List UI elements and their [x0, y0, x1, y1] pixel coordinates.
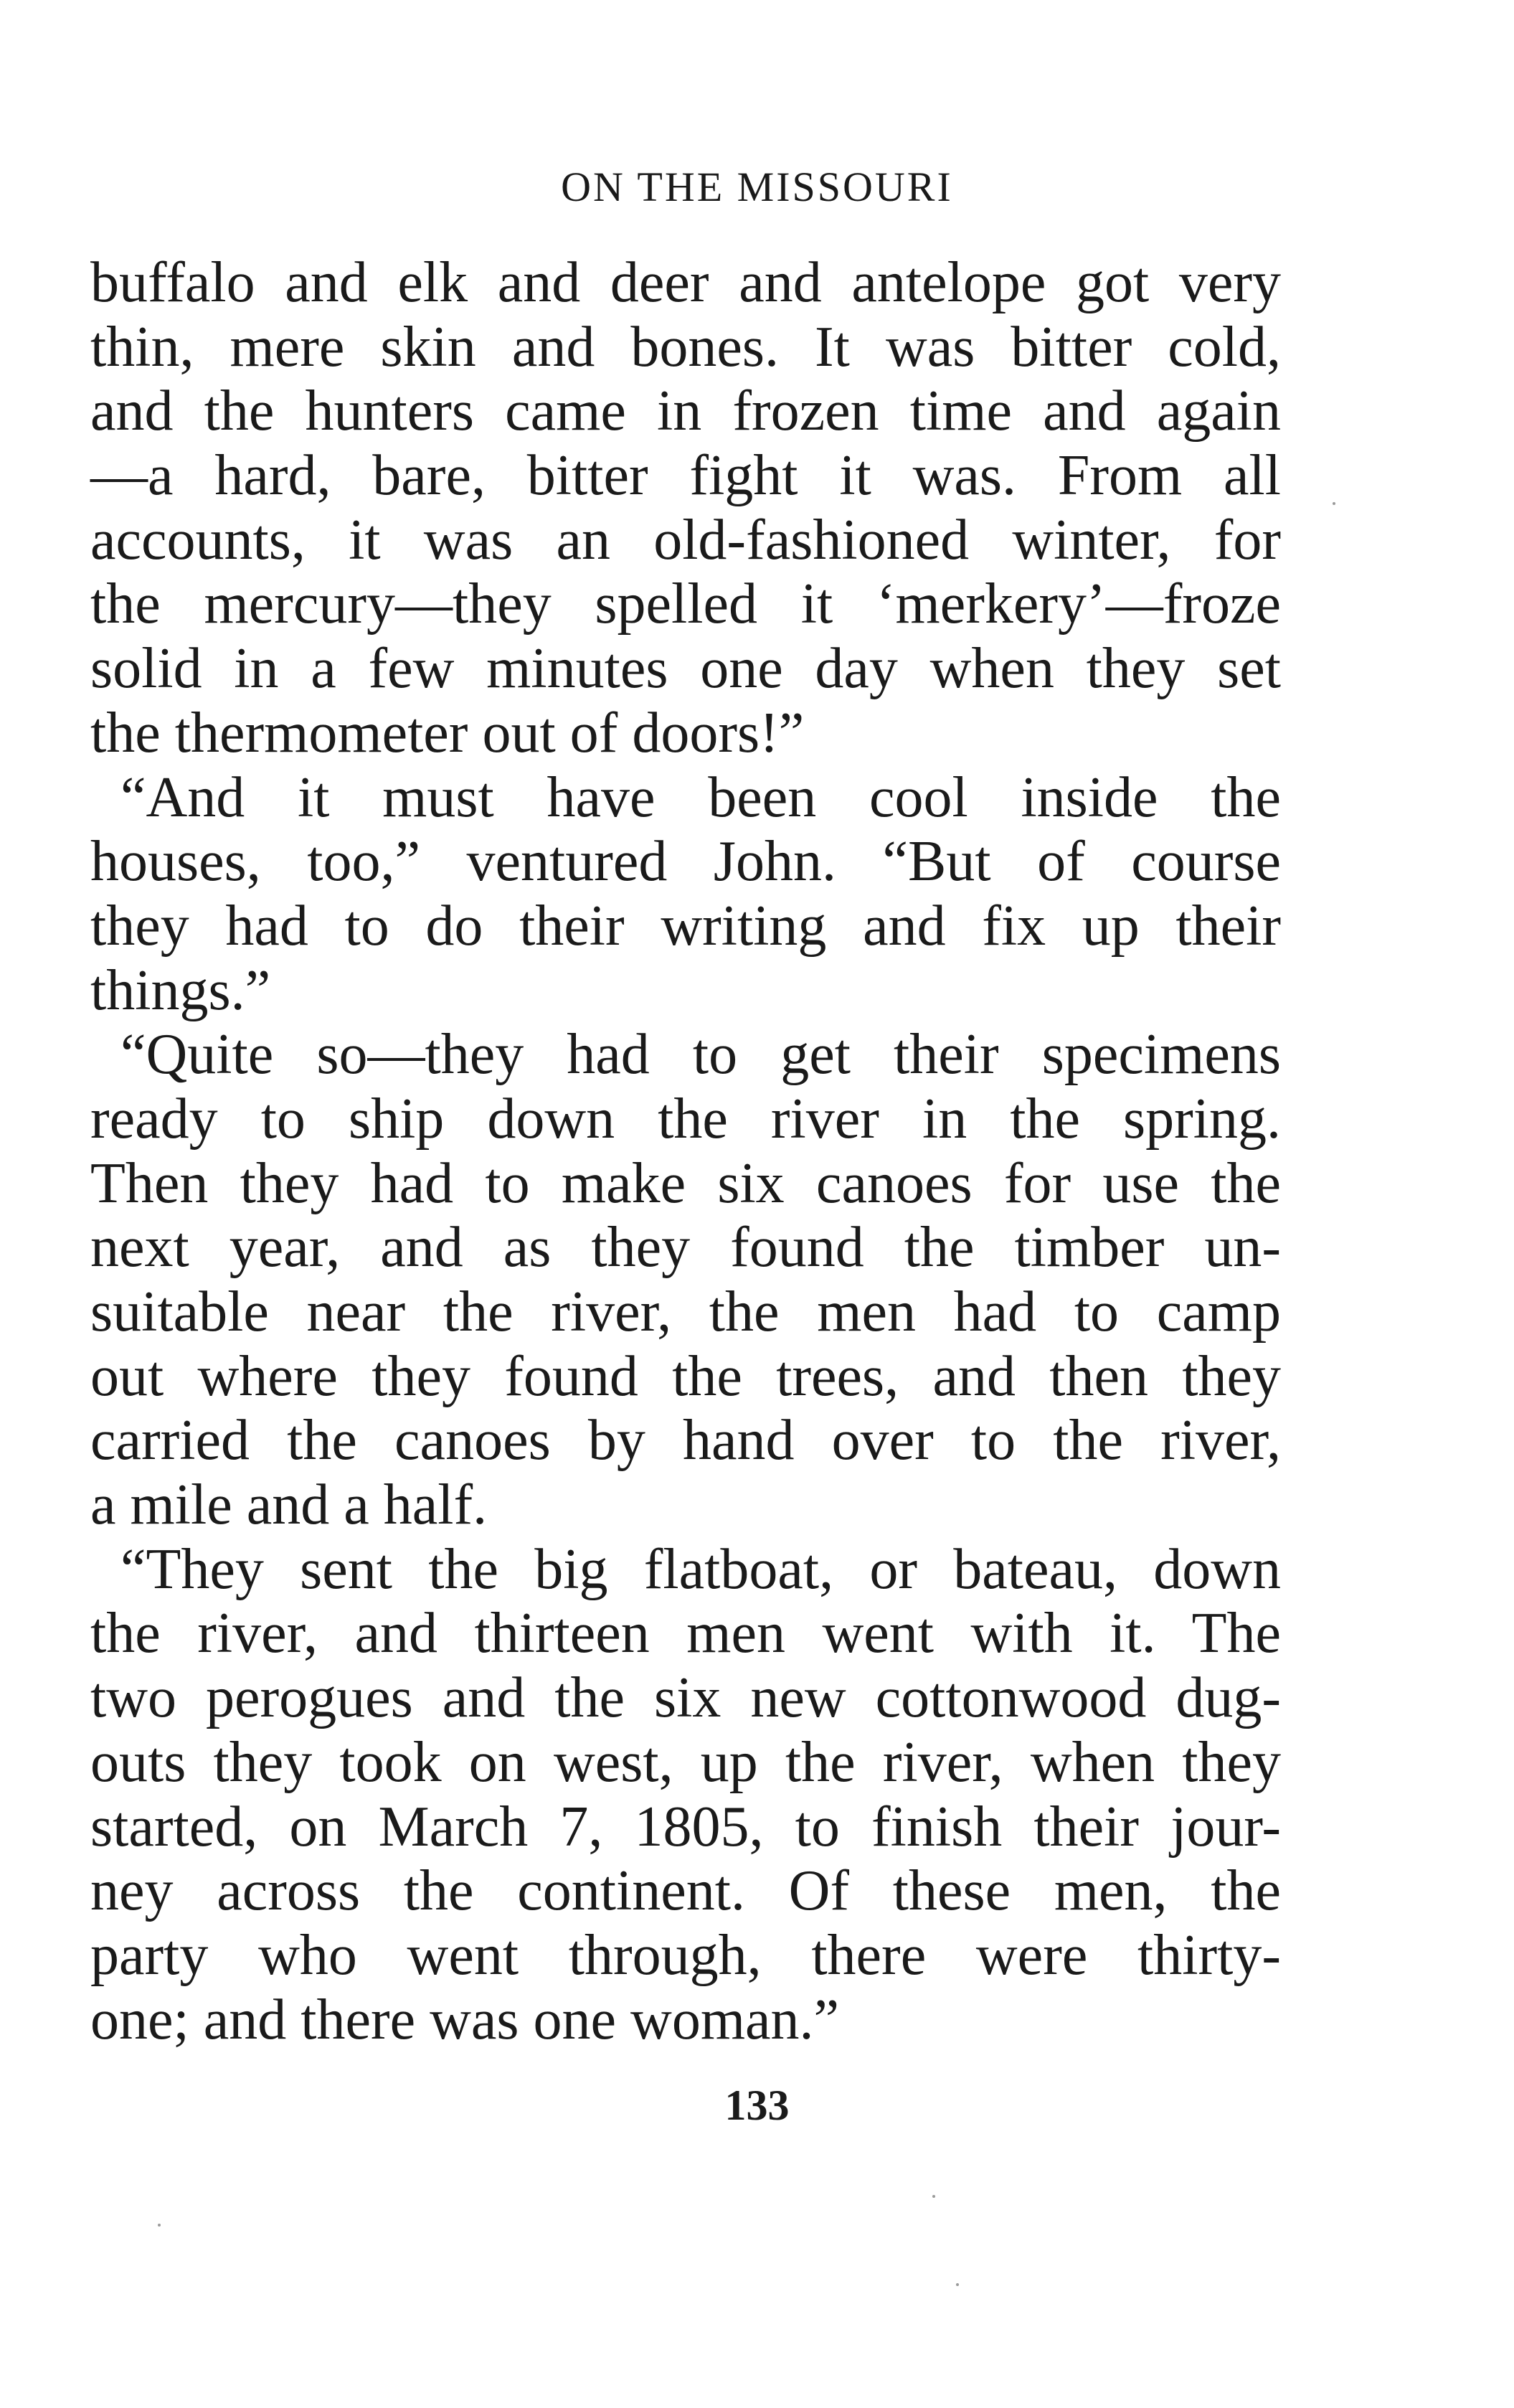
text-line: outs they took on west, up the river, when they: [90, 1730, 1281, 1794]
text-line: “They sent the big flatboat, or bateau, down: [120, 1537, 1281, 1601]
text-line: buffalo and elk and deer and antelope got very: [90, 251, 1281, 314]
text-line: things.”: [90, 958, 271, 1022]
text-line: solid in a few minutes one day when they set: [90, 637, 1281, 701]
text-line: thin, mere skin and bones. It was bitter cold,: [90, 315, 1281, 379]
text-line: the thermometer out of doors!”: [90, 701, 805, 765]
text-line: and the hunters came in frozen time and again: [90, 379, 1281, 443]
text-line: carried the canoes by hand over to the river,: [90, 1409, 1281, 1473]
text-line: one; and there was one woman.”: [90, 1988, 840, 2051]
text-line: accounts, it was an old-fashioned winter, for: [90, 508, 1281, 572]
text-line: “And it must have been cool inside the: [120, 765, 1281, 829]
text-line: next year, and as they found the timber un-: [90, 1216, 1281, 1280]
body-text: [90, 251, 1281, 2052]
text-line: ready to ship down the river in the spring.: [90, 1087, 1281, 1151]
text-line: two perogues and the six new cottonwood dug-: [90, 1666, 1281, 1730]
running-head: ON THE MISSOURI: [561, 164, 953, 210]
text-line: “Quite so—they had to get their specimens: [120, 1023, 1281, 1087]
paper-speck: [956, 2283, 959, 2286]
text-line: —a hard, bare, bitter fight it was. From all: [90, 444, 1281, 508]
text-line: ney across the continent. Of these men, the: [90, 1859, 1281, 1923]
text-line: houses, too,” ventured John. “But of course: [90, 830, 1281, 894]
paper-speck: [158, 2224, 161, 2227]
paragraph: [90, 1023, 1281, 1538]
text-line: party who went through, there were thirty-: [90, 1923, 1281, 1987]
text-line: suitable near the river, the men had to camp: [90, 1280, 1281, 1344]
text-line: started, on March 7, 1805, to finish their jour-: [90, 1795, 1281, 1859]
paper-speck: [1333, 502, 1335, 505]
paragraph: [90, 251, 1281, 766]
text-line: the river, and thirteen men went with it. The: [90, 1602, 1281, 1666]
text-line: they had to do their writing and fix up their: [90, 894, 1281, 958]
paragraph: [90, 1538, 1281, 2053]
text-line: a mile and a half.: [90, 1473, 488, 1537]
page-number: 133: [724, 2082, 790, 2129]
text-line: out where they found the trees, and then they: [90, 1344, 1281, 1408]
text-line: Then they had to make six canoes for use the: [90, 1151, 1281, 1215]
paper-speck: [932, 2195, 935, 2198]
text-line: the mercury—they spelled it ‘merkery’—froze: [90, 572, 1281, 636]
paragraph: [90, 766, 1281, 1024]
